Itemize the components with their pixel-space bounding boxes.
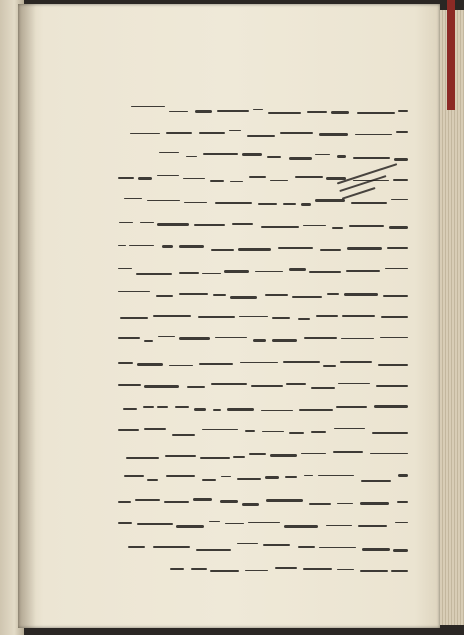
ink-word	[166, 132, 192, 134]
ink-word	[157, 406, 168, 408]
ink-word	[143, 406, 154, 408]
ink-word	[144, 428, 166, 430]
ink-word	[289, 432, 304, 434]
ink-word	[319, 547, 356, 548]
ink-word	[194, 408, 206, 411]
ink-word	[237, 478, 261, 480]
ink-word	[332, 227, 343, 229]
manuscript-line	[118, 374, 408, 395]
ink-word	[239, 316, 268, 317]
ink-word	[130, 133, 160, 134]
ink-word	[183, 178, 205, 179]
ink-word	[157, 223, 189, 226]
ink-word	[387, 247, 408, 249]
manuscript-line	[118, 282, 408, 303]
ink-word	[372, 432, 408, 434]
ink-word	[153, 546, 190, 548]
manuscript-line	[118, 420, 408, 441]
ink-word	[333, 451, 363, 453]
ink-word	[389, 226, 408, 229]
ink-word	[138, 177, 152, 180]
ink-word	[187, 386, 205, 388]
ink-word	[153, 315, 191, 317]
ink-word	[162, 245, 173, 248]
ink-word	[295, 176, 323, 178]
ink-word	[311, 431, 326, 433]
ink-word	[229, 130, 241, 131]
ink-word	[242, 503, 259, 506]
manuscript-line	[118, 121, 408, 142]
ink-word	[280, 132, 313, 134]
ink-word	[209, 521, 220, 522]
manuscript-line	[118, 305, 408, 326]
ink-word	[340, 361, 372, 363]
ink-word	[253, 109, 263, 110]
ink-word	[247, 135, 275, 137]
ink-word	[245, 430, 255, 432]
ink-word	[397, 501, 408, 503]
ink-word	[199, 363, 233, 365]
ink-word	[398, 110, 408, 112]
manuscript-line	[118, 489, 408, 510]
manuscript-line	[118, 443, 408, 464]
ink-word	[191, 568, 207, 570]
ink-word	[315, 154, 330, 155]
manuscript-line	[118, 558, 408, 579]
ink-word	[238, 248, 271, 251]
ink-word	[131, 106, 165, 107]
ink-word	[199, 132, 225, 134]
ink-word	[147, 479, 158, 481]
ink-word	[307, 111, 327, 113]
ink-word	[261, 410, 293, 411]
ink-word	[319, 133, 348, 136]
ink-word	[136, 273, 172, 275]
ink-word	[230, 181, 243, 182]
ink-word	[284, 525, 318, 528]
ink-word	[383, 295, 408, 297]
manuscript-line	[118, 328, 408, 349]
ink-word	[144, 340, 153, 342]
ink-word	[327, 293, 339, 295]
ink-word	[195, 110, 212, 113]
ink-word	[360, 502, 389, 505]
ink-word	[118, 384, 141, 386]
ink-word	[124, 198, 142, 199]
ink-word	[137, 363, 163, 366]
ink-word	[370, 453, 408, 454]
ink-word	[144, 385, 179, 388]
ink-word	[289, 268, 306, 271]
binding-shadow	[18, 4, 36, 628]
ink-word	[118, 429, 139, 431]
manuscript-line	[118, 397, 408, 418]
ink-word	[202, 429, 238, 430]
ink-word	[347, 247, 382, 250]
ink-word	[265, 476, 279, 479]
ink-word	[118, 522, 132, 524]
ink-word	[265, 294, 288, 296]
ink-word	[202, 479, 216, 481]
ink-word	[233, 456, 245, 458]
ink-word	[213, 294, 226, 296]
ink-word	[275, 567, 297, 569]
ink-word	[118, 245, 126, 246]
ink-word	[337, 503, 353, 504]
ink-word	[137, 523, 173, 525]
ink-word	[286, 383, 306, 385]
ink-word	[227, 408, 254, 411]
ink-word	[193, 498, 212, 501]
ink-word	[304, 337, 337, 339]
ink-word	[118, 501, 131, 503]
ink-word	[169, 111, 188, 112]
ink-word	[249, 453, 266, 455]
ink-word	[391, 570, 408, 572]
manuscript-line	[118, 535, 408, 556]
ink-word	[232, 223, 253, 225]
ink-word	[298, 546, 315, 548]
ink-word	[318, 475, 354, 476]
ink-word	[292, 296, 322, 298]
ink-word	[283, 361, 320, 363]
ink-word	[164, 501, 189, 503]
ink-word	[358, 525, 387, 527]
ink-word	[395, 522, 408, 523]
manuscript-line	[118, 351, 408, 372]
ink-word	[303, 225, 326, 226]
ink-word	[179, 337, 210, 340]
manuscript-line	[118, 98, 408, 119]
ink-word	[301, 453, 326, 454]
ink-word	[165, 455, 196, 457]
ink-word	[169, 365, 193, 366]
ink-word	[298, 318, 310, 320]
manuscript-line	[118, 213, 408, 234]
ink-word	[268, 112, 301, 114]
ink-word	[118, 337, 140, 339]
ink-word	[186, 156, 197, 157]
ink-word	[262, 431, 284, 432]
ink-word	[376, 385, 408, 387]
ink-word	[157, 175, 179, 176]
ink-word	[118, 362, 133, 364]
ink-word	[176, 525, 204, 528]
ink-word	[378, 364, 408, 366]
ink-word	[166, 475, 195, 477]
ink-word	[172, 434, 195, 436]
ink-word	[196, 549, 231, 551]
ink-word	[211, 249, 234, 251]
ink-word	[258, 203, 277, 205]
ink-word	[398, 474, 408, 477]
ink-word	[266, 499, 303, 502]
ink-word	[198, 316, 235, 318]
ink-word	[124, 475, 144, 477]
ink-word	[179, 293, 208, 295]
ink-word	[249, 176, 266, 178]
ink-word	[184, 202, 207, 203]
ink-word	[320, 249, 341, 251]
ink-word	[220, 500, 238, 503]
ink-word	[261, 226, 299, 228]
ink-word	[179, 245, 204, 248]
manuscript-line	[118, 236, 408, 257]
ink-word	[215, 337, 247, 338]
ink-word	[128, 546, 145, 548]
ink-word	[119, 222, 133, 223]
ink-word	[289, 157, 312, 160]
ink-word	[158, 336, 175, 337]
ink-word	[272, 339, 297, 342]
ink-word	[355, 134, 392, 135]
ink-word	[224, 270, 249, 273]
ink-word	[272, 317, 290, 319]
ink-word	[210, 570, 239, 572]
manuscript-line	[118, 144, 408, 165]
ink-word	[309, 271, 341, 273]
ink-word	[267, 156, 281, 158]
ink-word	[374, 405, 408, 408]
ink-word	[336, 406, 367, 408]
ink-word	[213, 409, 221, 411]
ink-word	[380, 337, 408, 338]
ink-word	[194, 224, 225, 226]
ink-word	[126, 457, 159, 459]
ink-word	[357, 112, 395, 114]
ink-word	[179, 272, 199, 274]
ink-word	[253, 339, 266, 342]
ink-word	[353, 157, 390, 159]
ink-word	[315, 199, 345, 202]
ink-word	[120, 317, 148, 319]
ink-word	[202, 273, 221, 274]
ink-word	[278, 247, 313, 249]
ink-word	[123, 408, 137, 410]
ink-word	[337, 155, 346, 158]
bookmark-ribbon	[447, 0, 455, 110]
ink-word	[221, 476, 231, 477]
manuscript-line	[118, 466, 408, 487]
ink-word	[237, 543, 258, 544]
ink-word	[203, 153, 238, 155]
ink-word	[285, 476, 297, 478]
ink-word	[210, 180, 224, 182]
ink-word	[118, 177, 134, 179]
ink-word	[360, 570, 388, 572]
ink-word	[170, 568, 184, 570]
ink-word	[331, 111, 349, 114]
ink-word	[283, 203, 296, 205]
ink-word	[156, 295, 173, 297]
ink-word	[311, 387, 335, 389]
ink-word	[242, 153, 262, 156]
ink-word	[338, 383, 370, 384]
ink-word	[263, 544, 290, 546]
ink-word	[303, 568, 332, 570]
ink-word	[200, 457, 230, 459]
ink-word	[385, 268, 408, 269]
ink-word	[381, 316, 408, 318]
ink-word	[393, 549, 408, 552]
ink-word	[230, 296, 257, 299]
ink-word	[323, 365, 336, 367]
manuscript-line	[118, 512, 408, 533]
ink-word	[140, 222, 154, 223]
ink-word	[299, 409, 333, 411]
ink-word	[251, 385, 283, 387]
ink-word	[255, 271, 283, 272]
ink-word	[270, 454, 297, 457]
ink-word	[215, 202, 252, 204]
ink-word	[135, 499, 160, 501]
manuscript-line	[118, 259, 408, 280]
ink-word	[334, 428, 365, 429]
ink-word	[211, 383, 247, 385]
ink-word	[304, 475, 313, 476]
ink-word	[362, 548, 390, 551]
ink-word	[309, 503, 331, 505]
ink-word	[301, 203, 311, 206]
ink-word	[245, 570, 268, 571]
ink-word	[396, 131, 408, 133]
ink-word	[175, 406, 189, 408]
ink-word	[240, 362, 278, 363]
ink-word	[316, 315, 338, 317]
ink-word	[326, 525, 352, 526]
ink-word	[270, 180, 288, 181]
ink-word	[344, 293, 378, 296]
ink-word	[342, 315, 375, 317]
ink-word	[349, 225, 384, 227]
ink-word	[248, 522, 280, 523]
ink-word	[159, 152, 179, 153]
ink-word	[217, 110, 249, 112]
ink-word	[118, 291, 150, 292]
ink-word	[341, 338, 374, 339]
ink-word	[361, 480, 391, 482]
ink-word	[118, 268, 132, 269]
ink-word	[225, 523, 244, 524]
ink-word	[147, 200, 180, 201]
ink-word	[337, 569, 354, 570]
ink-word	[346, 270, 380, 272]
ink-word	[129, 245, 154, 246]
